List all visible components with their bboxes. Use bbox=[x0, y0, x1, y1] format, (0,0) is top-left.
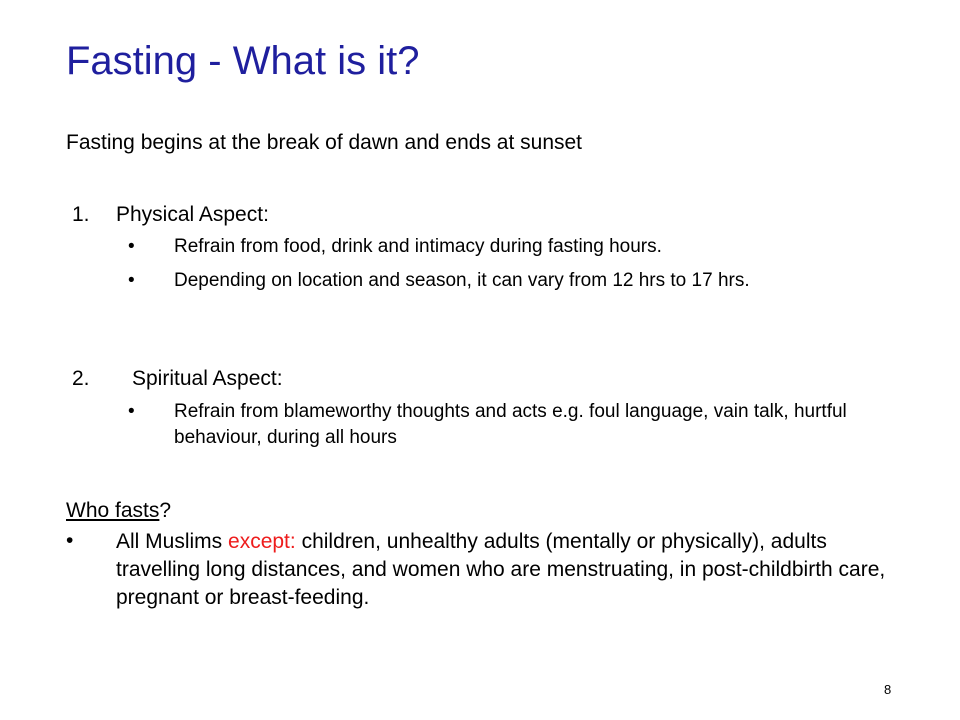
bullet-icon: • bbox=[128, 401, 135, 422]
who-fasts-text bbox=[116, 528, 906, 612]
bullet-text: Refrain from food, drink and intimacy during fasting hours. bbox=[174, 236, 662, 257]
except-label: except: bbox=[228, 530, 296, 553]
bullet-icon: • bbox=[128, 270, 135, 291]
bullet-text: Refrain from blameworthy thoughts and acts e.g. foul language, vain talk, hurtful behaviour, during all hours bbox=[174, 401, 847, 449]
aspect-number: 1. bbox=[72, 203, 90, 226]
who-rest: children, unhealthy adults (mentally or physically), adults travelling long distances, and women who are menstruating, in post-childbirth care, pregnant or breast-feeding. bbox=[116, 530, 886, 609]
who-fasts-label: Who fasts bbox=[66, 499, 160, 522]
bullet-text: Depending on location and season, it can vary from 12 hrs to 17 hrs. bbox=[174, 270, 750, 291]
intro-text: Fasting begins at the break of dawn and ends at sunset bbox=[66, 131, 583, 154]
aspect-number: 2. bbox=[72, 367, 90, 390]
bullet-icon: • bbox=[66, 529, 74, 552]
who-fasts-heading bbox=[66, 498, 171, 523]
slide-title: Fasting - What is it? bbox=[66, 39, 420, 83]
aspect-title: Spiritual Aspect: bbox=[132, 367, 283, 390]
who-prefix: All Muslims bbox=[116, 530, 229, 553]
bullet-icon: • bbox=[128, 236, 135, 257]
page-number: 8 bbox=[884, 682, 892, 697]
who-fasts-question-mark: ? bbox=[159, 499, 172, 522]
aspect-title: Physical Aspect: bbox=[116, 203, 269, 226]
